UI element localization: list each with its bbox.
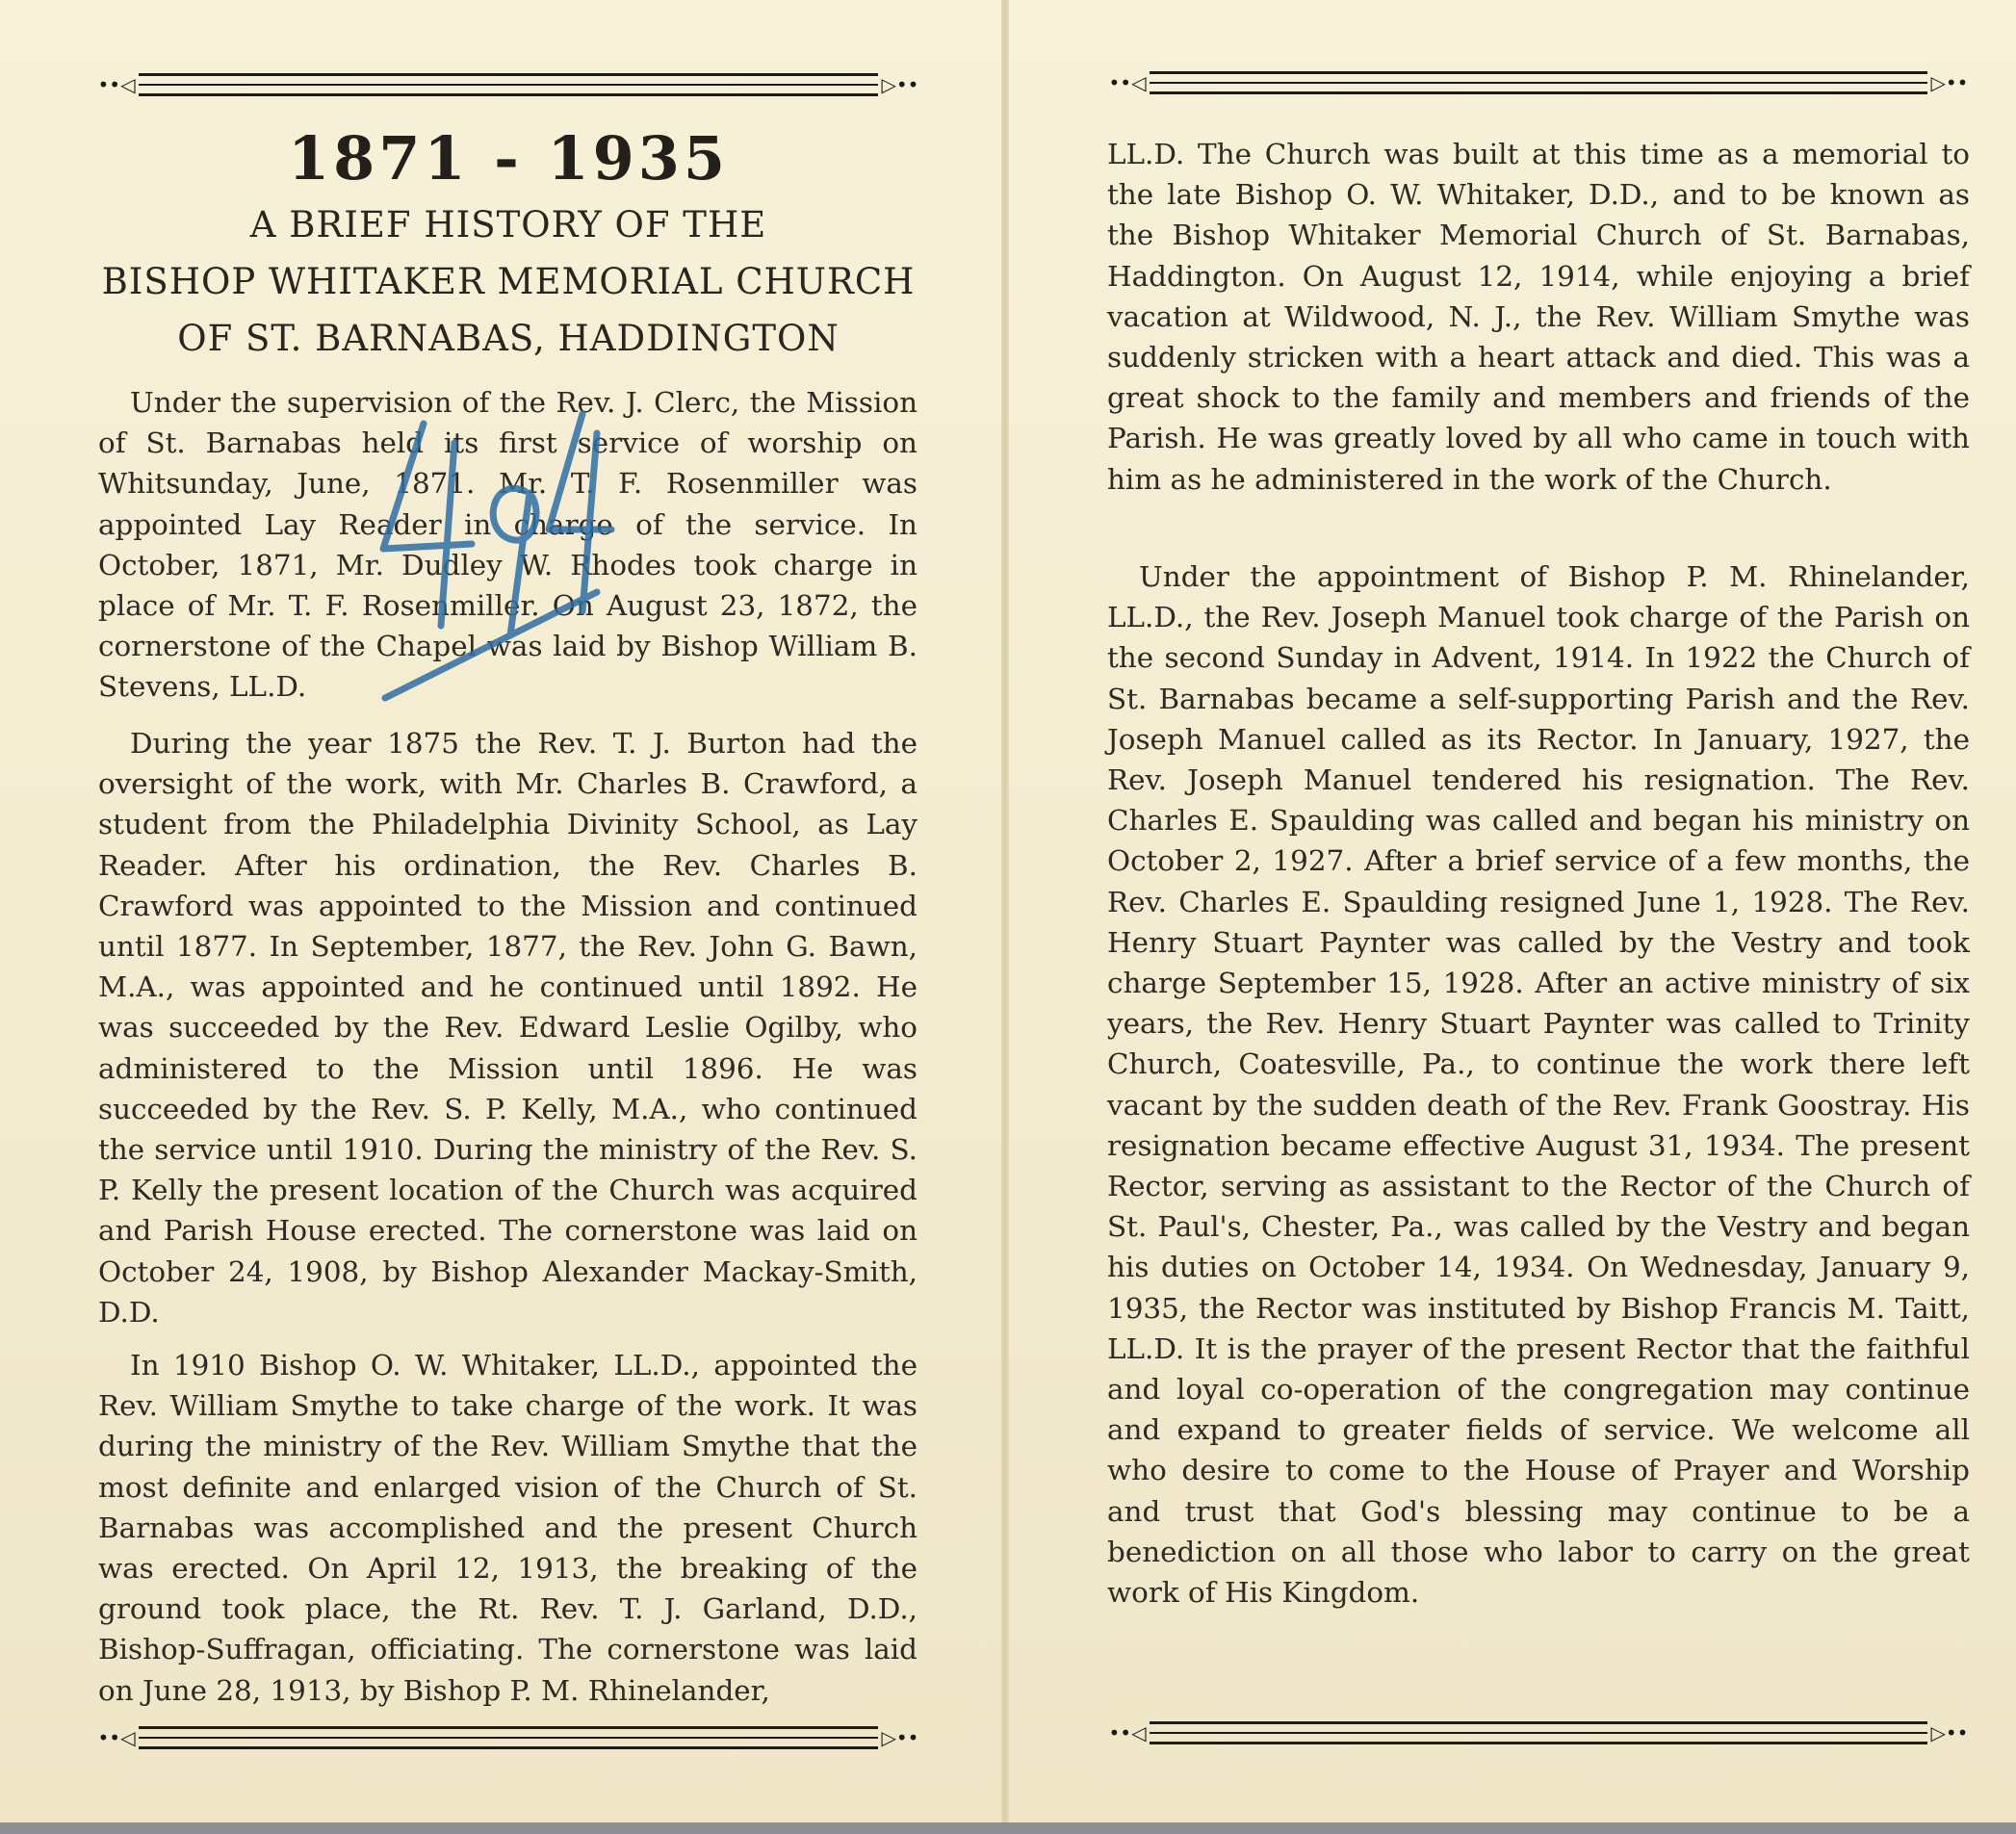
top-ornamental-rule	[1105, 64, 1972, 102]
bottom-ornamental-rule	[1105, 1714, 1972, 1752]
title-line-2: BISHOP WHITAKER MEMORIAL CHURCH	[101, 261, 916, 302]
bottom-ornamental-rule	[94, 1718, 922, 1757]
ornament-left-icon: ••◁	[97, 1726, 136, 1749]
title-line-3: OF ST. BARNABAS, HADDINGTON	[177, 318, 840, 359]
top-ornamental-rule	[94, 65, 922, 104]
ornament-right-icon: ▷••	[881, 73, 919, 96]
history-paragraph-5: Under the appointment of Bishop P. M. Rhinelander, LL.D., the Rev. Joseph Manuel took charge of the Parish on the second Sunday in Advent, 1914. In 1922 the Church of St. Barnabas became a self-supporting Parish and the Rev. Joseph Manuel called as its Rector. In January, 1927, the Rev. Joseph Manuel tendered his resignation. The Rev. Charles E. Spaulding was called and began his ministry on October 2, 1927. After a brief service of a few months, the Rev. Charles E. Spaulding resigned June 1, 1928. The Rev. Henry Stuart Paynter was called by the Vestry and took charge September 15, 1928. After an active ministry of six years, the Rev. Henry Stuart Paynter was called to Trinity Church, Coatesville, Pa., to continue the work there left vacant by the sudden death of the Rev. Frank Goostray. His resignation became effective August 31, 1934. The present Rector, serving as assistant to the Rector of the Church of St. Paul's, Chester, Pa., was called by the Vestry and began his duties on October 14, 1934. On Wednesday, January 9, 1935, the Rector was instituted by Bishop Francis M. Taitt, LL.D. It is the prayer of the present Rector that the faithful and loyal co-operation of the congregation may continue and expand to greater fields of service. We welcome all who desire to come to the House of Prayer and Worship and trust that God's blessing may continue to be a benediction on all those who labor to carry on the great work of His Kingdom.	[1107, 560, 1970, 1610]
right-page	[1009, 0, 2016, 1834]
ornament-left-icon: ••◁	[1108, 71, 1147, 94]
left-page	[0, 0, 1001, 1834]
title-line-1: A BRIEF HISTORY OF THE	[249, 204, 767, 245]
ornament-left-icon: ••◁	[97, 73, 136, 96]
history-paragraph-4: LL.D. The Church was built at this time as a memorial to the late Bishop O. W. Whitaker, D.D., and to be known as the Bishop Whitaker Memorial Church of St. Barnabas, Haddington. On August 12, 1914, while enjoying a brief vacation at Wildwood, N. J., the Rev. William Smythe was suddenly stricken with a heart attack and died. This was a great shock to the family and members and friends of the Parish. He was greatly loved by all who came in touch with him as he administered in the work of the Church.	[1107, 138, 1970, 496]
ornament-right-icon: ▷••	[1930, 71, 1969, 94]
ornament-left-icon: ••◁	[1108, 1721, 1147, 1744]
years-heading: 1871 - 1935	[287, 123, 730, 194]
history-paragraph-3: In 1910 Bishop O. W. Whitaker, LL.D., appointed the Rev. William Smythe to take charge of the work. It was during the ministry of the Rev. William Smythe that the most definite and enlarged vision of the Church of St. Barnabas was accomplished and the present Church was erected. On April 12, 1913, the breaking of the ground took place, the Rt. Rev. T. J. Garland, D.D., Bishop-Suffragan, officiating. The cornerstone was laid on June 28, 1913, by Bishop P. M. Rhinelander,	[98, 1349, 918, 1707]
history-paragraph-2: During the year 1875 the Rev. T. J. Burton had the oversight of the work, with Mr. Charles B. Crawford, a student from the Philadelphia Divinity School, as Lay Reader. After his ordination, the Rev. Charles B. Crawford was appointed to the Mission and continued until 1877. In September, 1877, the Rev. John G. Bawn, M.A., was appointed and he continued until 1892. He was succeeded by the Rev. Edward Leslie Ogilby, who administered to the Mission until 1896. He was succeeded by the Rev. S. P. Kelly, M.A., who continued the service until 1910. During the ministry of the Rev. S. P. Kelly the present location of the Church was acquired and Parish House erected. The cornerstone was laid on October 24, 1908, by Bishop Alexander Mackay-Smith, D.D.	[98, 727, 918, 1329]
ornament-right-icon: ▷••	[881, 1726, 919, 1749]
scan-edge	[0, 1822, 2016, 1834]
center-fold	[1001, 0, 1009, 1834]
ornament-right-icon: ▷••	[1930, 1721, 1969, 1744]
history-paragraph-1: Under the supervision of the Rev. J. Clerc, the Mission of St. Barnabas held its first service of worship on Whitsunday, June, 1871. Mr. T. F. Rosenmiller was appointed Lay Reader in charge of the service. In October, 1871, Mr. Dudley W. Rhodes took charge in place of Mr. T. F. Rosenmiller. On August 23, 1872, the cornerstone of the Chapel was laid by Bishop William B. Stevens, LL.D.	[98, 386, 918, 704]
